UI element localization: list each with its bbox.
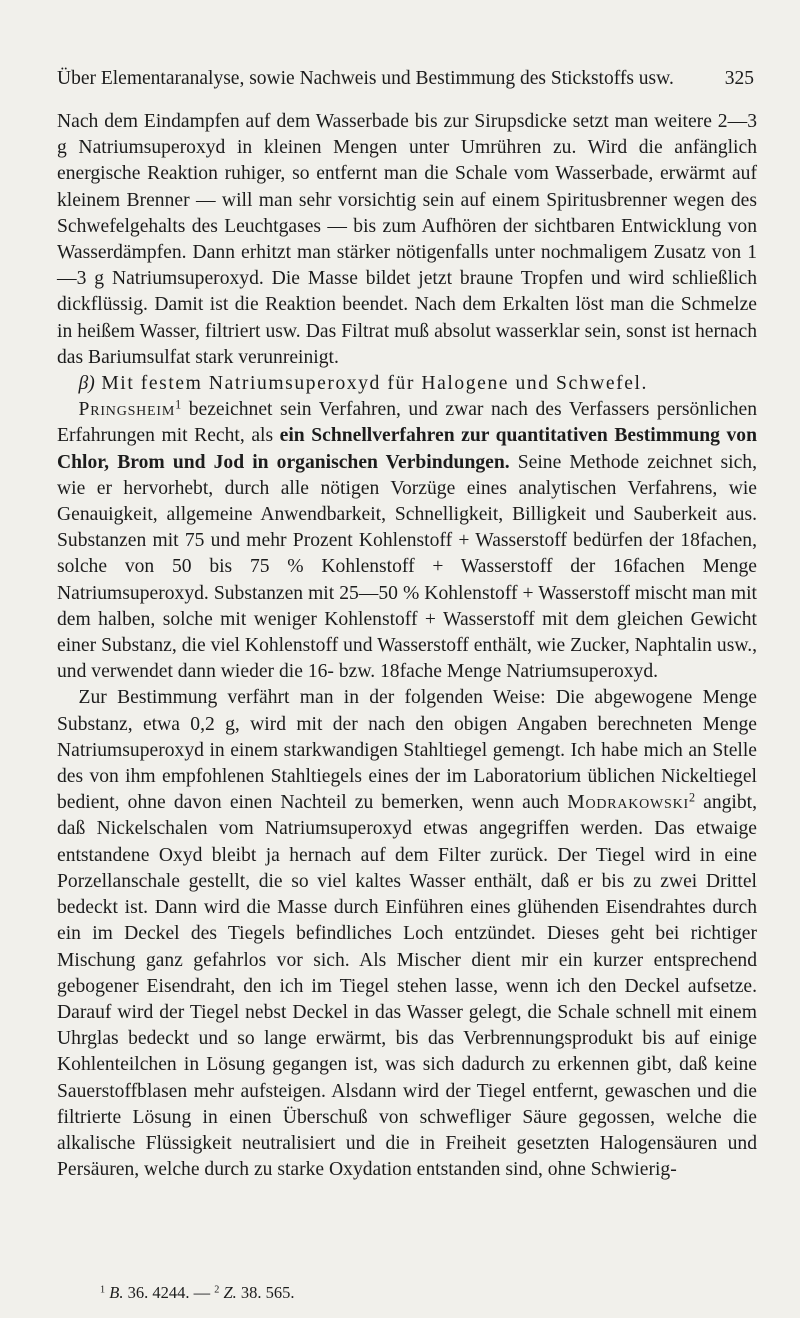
- author-modrakowski: Modrakowski: [567, 792, 689, 814]
- footnote-ref-1: B.: [109, 1283, 124, 1302]
- paragraph-3: [57, 685, 757, 1183]
- footnote-number-2: 2: [214, 1284, 220, 1296]
- paragraph-3-part2: angibt, daß Nickelschalen vom Natriumsuperoxyd etwas angegriffen werden. Das etwaige entstandene Oxyd bleibt ja hernach auf dem Filter zurück. Der Tiegel wird in eine Porzellanschale gestellt, die so viel kaltes Wasser enthält, daß er bis zu zwei Drittel bedeckt ist. Dann wird die Masse durch Einführen eines glühenden Eisendrahtes durch ein im Deckel des Tiegels befindliches Loch entzündet. Dieses geht bei richtiger Mischung ganz gefahrlos vor sich. Als Mischer dient mir ein kurzer entsprechend gebogener Eisendraht, den ich im Tiegel stehen lasse, wenn ich den Deckel aufsetze. Darauf wird der Tiegel nebst Deckel in das Wasser gelegt, die Schale schnell mit einem Uhrglas bedeckt und so lange erwärmt, bis das Verbrennungsprodukt bis auf einige Kohlenteilchen in Lösung gegangen ist, was sich dadurch zu erkennen gibt, daß keine Sauerstoffblasen mehr aufsteigen. Alsdann wird der Tiegel entfernt, gewaschen und die filtrierte Lösung in einen Überschuß von schwefliger Säure gegossen, welche die alkalische Flüssigkeit neutralisiert und die in Freiheit gesetzten Halogensäuren und Persäuren, welche durch zu starke Oxydation entstanden sind, ohne Schwierig-: [57, 792, 757, 1181]
- running-title: Über Elementaranalyse, sowie Nachweis und Bestimmung des Stickstoffs usw.: [57, 68, 674, 89]
- footnote-mark-1: 1: [175, 397, 182, 412]
- paragraph-2: [57, 397, 757, 685]
- running-header: [57, 68, 754, 90]
- paragraph-2-bold: ein Schnellverfahren zur quantitativen Bestimmung von Chlor, Brom und Jod in organischen Verbindungen.: [57, 425, 757, 473]
- author-pringsheim: Pringsheim: [78, 399, 176, 421]
- footnote-cite-1: 36. 4244. —: [127, 1283, 211, 1302]
- body-text: [57, 109, 757, 1183]
- footnote-mark-2: 2: [688, 790, 696, 805]
- footnote-cite-2: 38. 565.: [240, 1283, 295, 1302]
- paragraph-3-part1: Zur Bestimmung verfährt man in der folgenden Weise: Die abgewogene Menge Substanz, etwa 0,2 g, wird mit der nach den obigen Angaben berechneten Menge Natriumsuperoxyd in einem starkwandigen Stahltiegel gemengt. Ich habe mich an Stelle des von ihm empfohlenen Stahltiegels eines der im Laboratorium üblichen Nickeltiegel bedient, ohne davon einen Nachteil zu bemerken, wenn auch: [57, 687, 757, 814]
- section-heading: [57, 371, 757, 397]
- paragraph-2-part1: bezeichnet sein Verfahren, und zwar nach des Verfassers persönlichen Erfahrungen mit Recht, als: [57, 399, 757, 447]
- paragraph-2-part2: Seine Methode zeichnet sich, wie er hervorhebt, durch alle nötigen Vorzüge eines analytischen Verfahrens, wie Genauigkeit, allgemeine Anwendbarkeit, Schnelligkeit, Billigkeit und Sauberkeit aus. Substanzen mit 75 und mehr Prozent Kohlenstoff + Wasserstoff bedürfen der 18fachen, solche von 50 bis 75 % Kohlenstoff + Wasserstoff der 16fachen Menge Natriumsuperoxyd. Substanzen mit 25—50 % Kohlenstoff + Wasserstoff mischt man mit dem halben, solche mit weniger Kohlenstoff + Wasserstoff mit dem gleichen Gewicht einer Substanz, die viel Kohlenstoff und Wasserstoff enthält, wie Zucker, Naphtalin usw., und verwendet dann wieder die 16- bzw. 18fache Menge Natriumsuperoxyd.: [57, 451, 757, 683]
- paragraph-1: Nach dem Eindampfen auf dem Wasserbade bis zur Sirupsdicke setzt man weitere 2—3 g Natriumsuperoxyd in kleinen Mengen unter Umrühren zu. Wird die anfänglich energische Reaktion ruhiger, so entfernt man die Schale vom Wasserbade, erwärmt auf kleinem Brenner — will man sehr vorsichtig sein auf einem Spiritusbrenner wegen des Schwefelgehalts des Leuchtgases — bis zum Aufhören der sichtbaren Entwicklung von Wasserdämpfen. Dann erhitzt man stärker nötigenfalls unter nochmaligem Zusatz von 1—3 g Natriumsuperoxyd. Die Masse bildet jetzt braune Tropfen und wird schließlich dickflüssig. Damit ist die Reaktion beendet. Nach dem Erkalten löst man die Schmelze in heißem Wasser, filtriert usw. Das Filtrat muß absolut wasserklar sein, sonst ist hernach das Bariumsulfat stark verunreinigt.: [57, 111, 757, 368]
- footnote-ref-2: Z.: [223, 1283, 237, 1302]
- section-heading-text: Mit festem Natriumsuperoxyd für Halogene und Schwefel.: [101, 373, 648, 395]
- footnotes: [100, 1283, 295, 1303]
- footnote-number-1: 1: [100, 1284, 106, 1296]
- page-number: 325: [724, 68, 754, 89]
- section-marker: β): [78, 373, 95, 395]
